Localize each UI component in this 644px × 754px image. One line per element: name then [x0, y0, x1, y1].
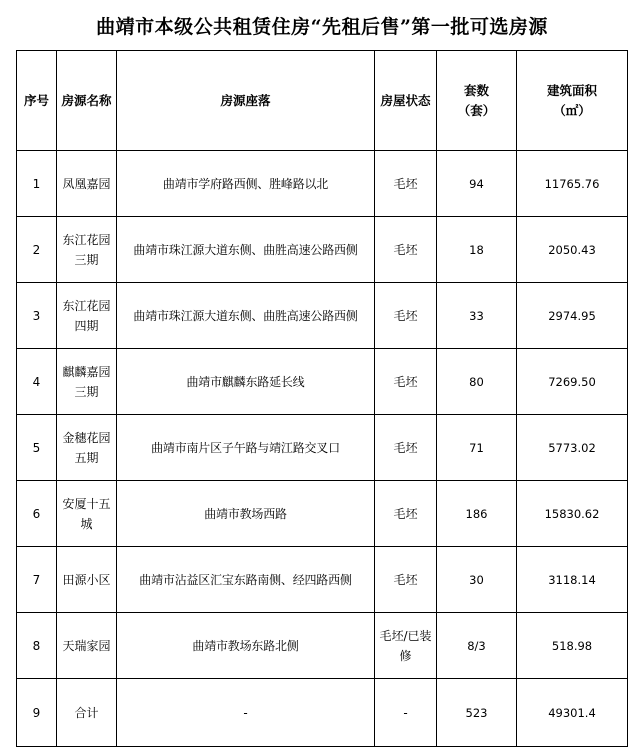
cell-seq: 9 — [17, 679, 57, 747]
cell-status: 毛坯 — [375, 151, 437, 217]
table-row — [17, 349, 628, 415]
cell-name: 麒麟嘉园三期 — [57, 349, 117, 415]
cell-units: 80 — [437, 349, 517, 415]
table-row — [17, 415, 628, 481]
cell-area: 49301.4 — [517, 679, 628, 747]
header-name: 房源名称 — [57, 51, 117, 151]
cell-seq: 3 — [17, 283, 57, 349]
cell-name: 金穗花园五期 — [57, 415, 117, 481]
cell-name: 东江花园四期 — [57, 283, 117, 349]
cell-status: 毛坯 — [375, 547, 437, 613]
header-area-label: 建筑面积 — [546, 82, 597, 98]
cell-units: 186 — [437, 481, 517, 547]
header-units — [437, 51, 517, 151]
cell-seq: 8 — [17, 613, 57, 679]
cell-location: 曲靖市教场东路北侧 — [117, 613, 375, 679]
cell-name: 天瑞家园 — [57, 613, 117, 679]
cell-units: 94 — [437, 151, 517, 217]
header-area-unit: （㎡） — [553, 102, 591, 118]
cell-location: 曲靖市学府路西侧、胜峰路以北 — [117, 151, 375, 217]
cell-area: 3118.14 — [517, 547, 628, 613]
cell-location: 曲靖市沾益区汇宝东路南侧、经四路西侧 — [117, 547, 375, 613]
cell-name: 合计 — [57, 679, 117, 747]
cell-area: 2050.43 — [517, 217, 628, 283]
cell-area: 7269.50 — [517, 349, 628, 415]
cell-units: 8/3 — [437, 613, 517, 679]
cell-units: 33 — [437, 283, 517, 349]
header-row — [17, 51, 628, 151]
cell-status: 毛坯 — [375, 481, 437, 547]
cell-location: 曲靖市教场西路 — [117, 481, 375, 547]
header-location: 房源座落 — [117, 51, 375, 151]
cell-name: 东江花园三期 — [57, 217, 117, 283]
header-status: 房屋状态 — [375, 51, 437, 151]
cell-units: 18 — [437, 217, 517, 283]
cell-area: 2974.95 — [517, 283, 628, 349]
cell-seq: 1 — [17, 151, 57, 217]
cell-location: 曲靖市南片区子午路与靖江路交叉口 — [117, 415, 375, 481]
cell-area: 11765.76 — [517, 151, 628, 217]
cell-location: 曲靖市珠江源大道东侧、曲胜高速公路西侧 — [117, 217, 375, 283]
cell-area: 15830.62 — [517, 481, 628, 547]
cell-name: 安厦十五城 — [57, 481, 117, 547]
cell-location: - — [117, 679, 375, 747]
cell-location: 曲靖市麒麟东路延长线 — [117, 349, 375, 415]
cell-units: 30 — [437, 547, 517, 613]
cell-status: - — [375, 679, 437, 747]
table-row — [17, 547, 628, 613]
table-row — [17, 481, 628, 547]
cell-status: 毛坯 — [375, 415, 437, 481]
table-row — [17, 613, 628, 679]
cell-seq: 7 — [17, 547, 57, 613]
housing-table — [16, 50, 628, 747]
table-row — [17, 151, 628, 217]
cell-seq: 6 — [17, 481, 57, 547]
cell-seq: 5 — [17, 415, 57, 481]
cell-units: 523 — [437, 679, 517, 747]
cell-seq: 2 — [17, 217, 57, 283]
cell-seq: 4 — [17, 349, 57, 415]
header-seq: 序号 — [17, 51, 57, 151]
header-area — [517, 51, 628, 151]
page-title: 曲靖市本级公共租赁住房“先租后售”第一批可选房源 — [96, 16, 548, 38]
header-units-unit: （套） — [457, 102, 496, 118]
cell-area: 5773.02 — [517, 415, 628, 481]
cell-units: 71 — [437, 415, 517, 481]
cell-area: 518.98 — [517, 613, 628, 679]
cell-status: 毛坯/已装修 — [375, 613, 437, 679]
total-row — [17, 679, 628, 747]
cell-status: 毛坯 — [375, 283, 437, 349]
header-units-label: 套数 — [463, 82, 489, 98]
cell-status: 毛坯 — [375, 217, 437, 283]
cell-name: 田源小区 — [57, 547, 117, 613]
cell-location: 曲靖市珠江源大道东侧、曲胜高速公路西侧 — [117, 283, 375, 349]
cell-name: 凤凰嘉园 — [57, 151, 117, 217]
table-row — [17, 283, 628, 349]
table-row — [17, 217, 628, 283]
cell-status: 毛坯 — [375, 349, 437, 415]
